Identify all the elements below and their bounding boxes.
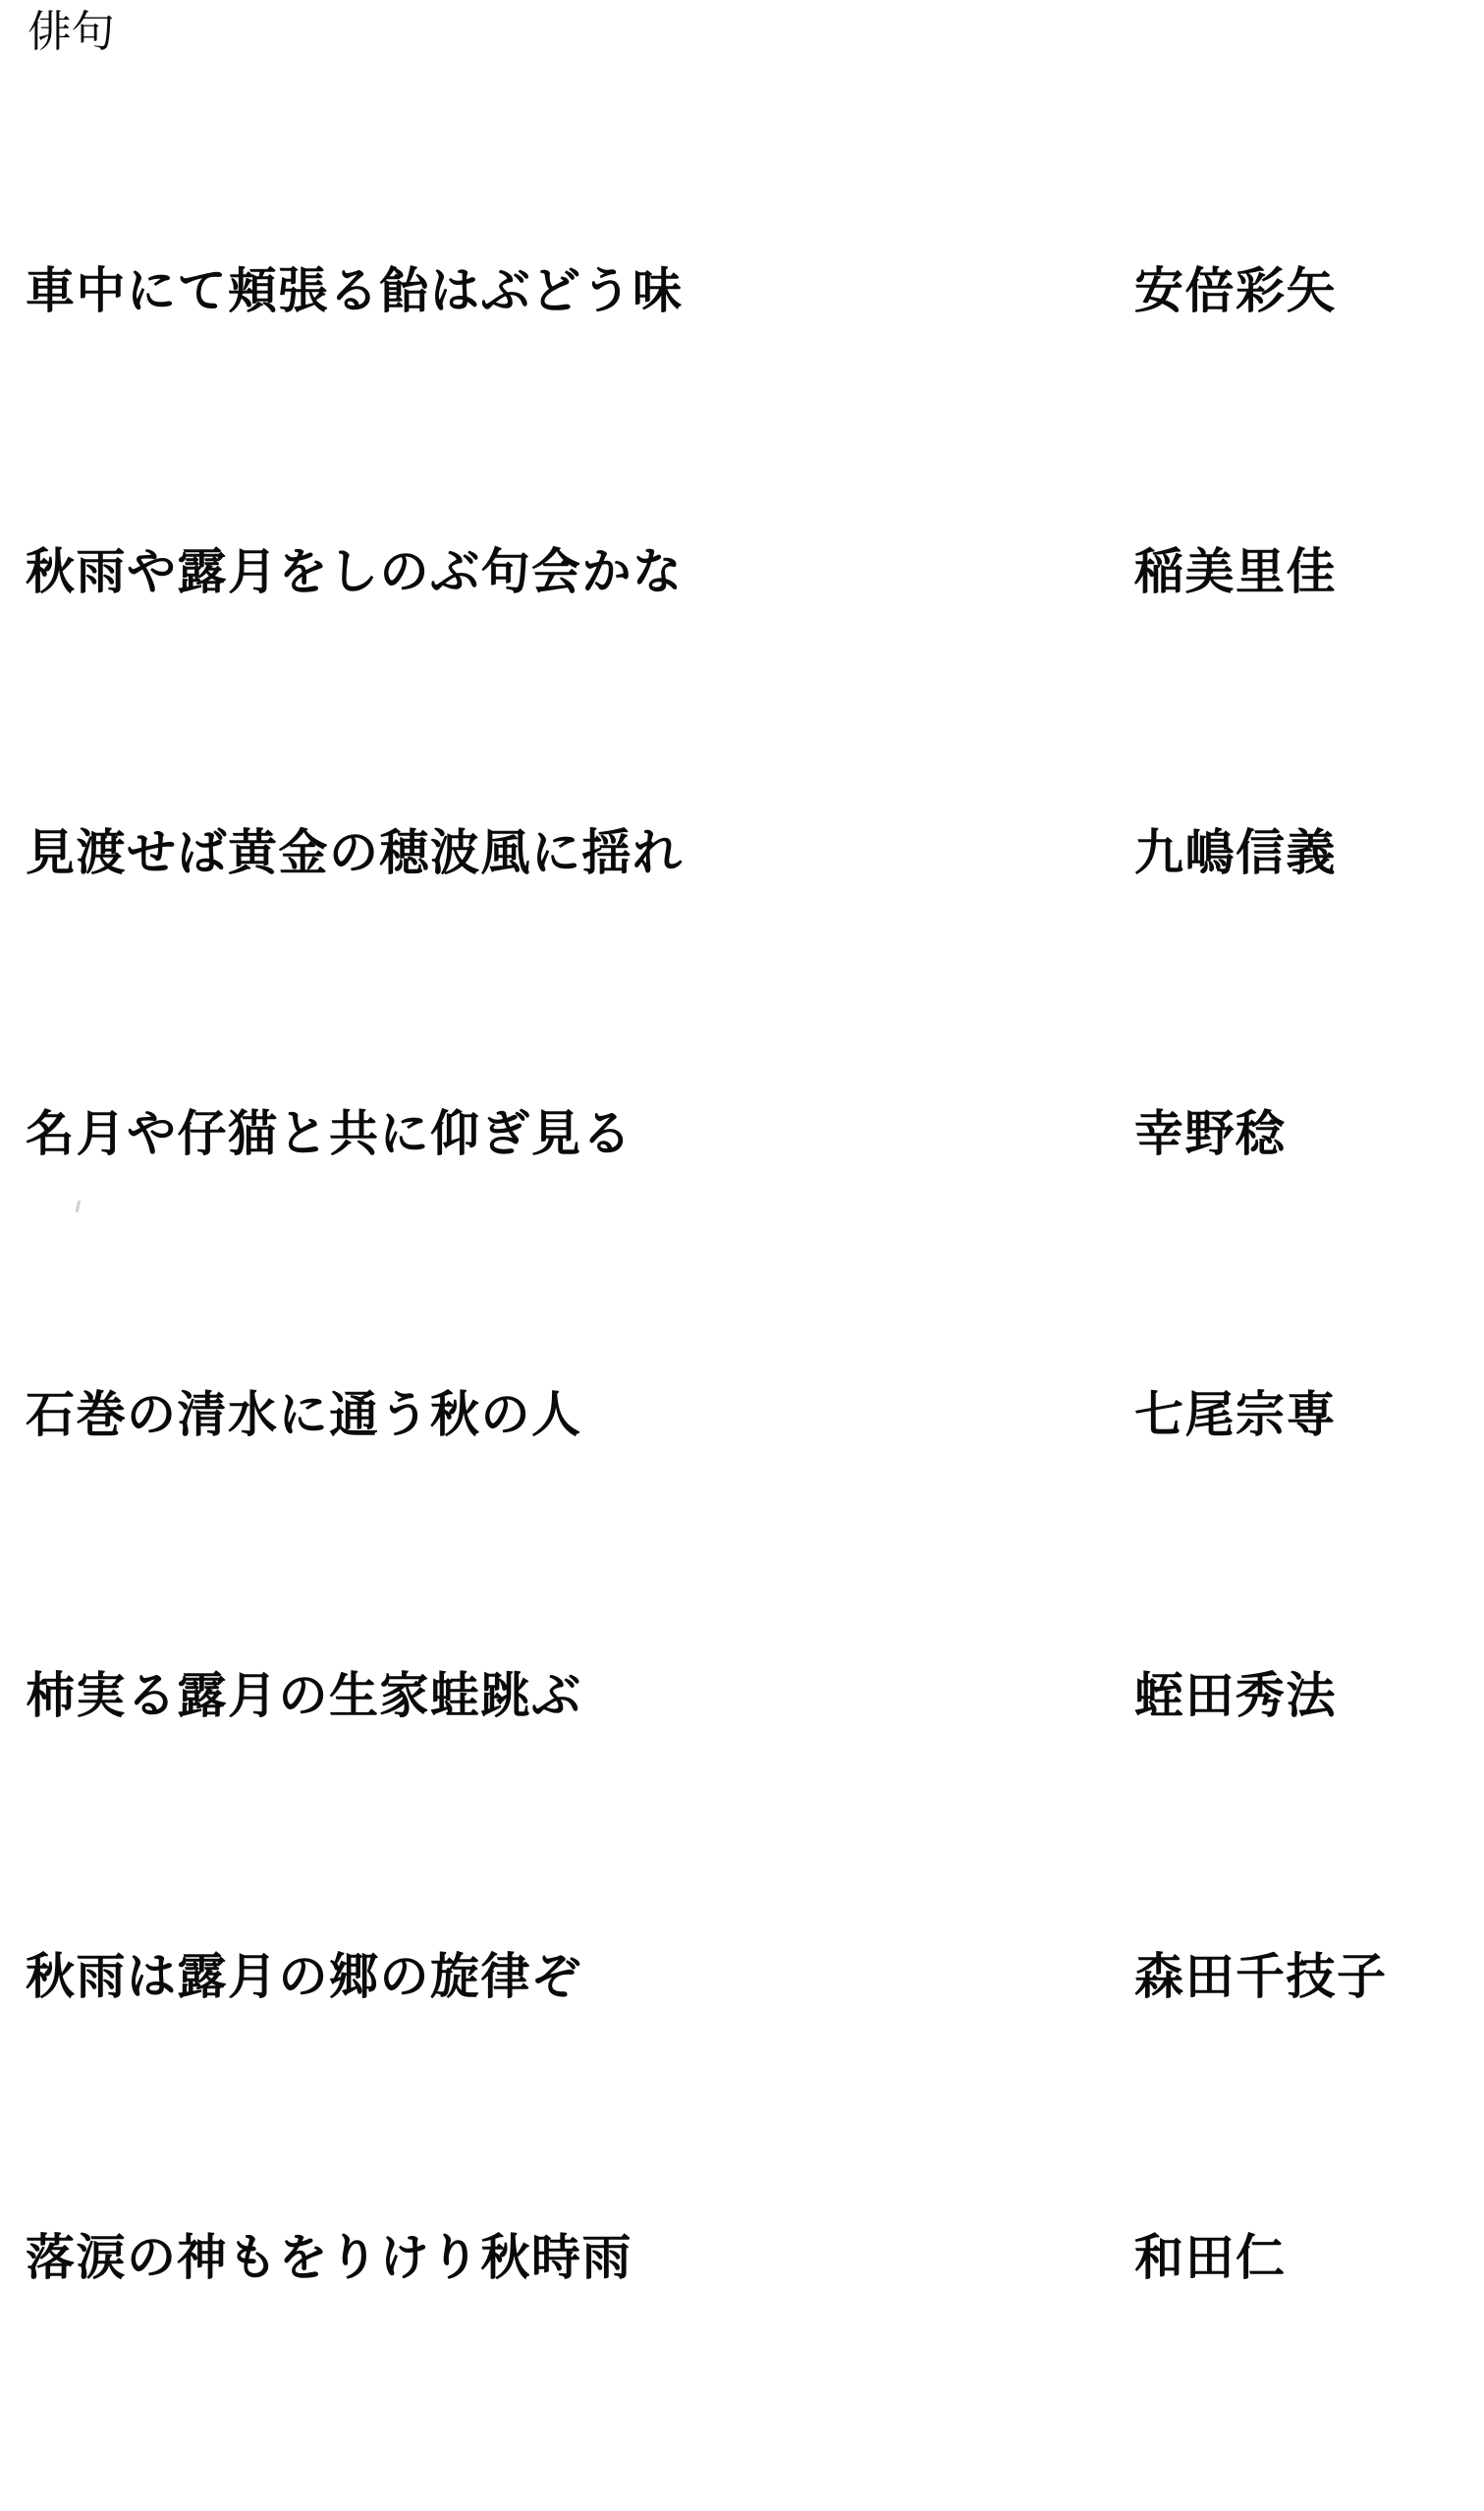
haiku-text: 落涙の神もをりけり秋時雨 bbox=[26, 2228, 632, 2286]
haiku-author: 幸野稔 bbox=[1134, 1104, 1287, 1162]
haiku-text: 柿実る露月の生家蛙跳ぶ bbox=[26, 1666, 582, 1724]
haiku-entry bbox=[0, 1949, 1484, 2230]
haiku-text: 車中にて頬張る飴はぶどう味 bbox=[26, 261, 684, 319]
haiku-entry bbox=[0, 2230, 1484, 2511]
haiku-text: 秋雨や露月をしのぶ句会かな bbox=[26, 542, 684, 600]
haiku-author: 蛭田秀法 bbox=[1134, 1666, 1337, 1724]
haiku-entry bbox=[0, 263, 1484, 544]
haiku-text: 名月や仔猫と共に仰ぎ見る bbox=[26, 1104, 632, 1162]
haiku-author: 稲美里佳 bbox=[1134, 542, 1337, 600]
haiku-text: 石巻の清水に通う秋の人 bbox=[26, 1385, 582, 1443]
haiku-text: 見渡せば黄金の穂波風に揺れ bbox=[26, 823, 684, 881]
haiku-author: 七尾宗専 bbox=[1134, 1385, 1337, 1443]
haiku-author: 九嶋信義 bbox=[1134, 823, 1337, 881]
haiku-entry bbox=[0, 544, 1484, 825]
haiku-author: 安倍彩矢 bbox=[1134, 261, 1337, 319]
haiku-list bbox=[0, 263, 1484, 2511]
haiku-entry bbox=[0, 1668, 1484, 1949]
haiku-entry bbox=[0, 1106, 1484, 1387]
haiku-text: 秋雨は露月の郷の旋律ぞ bbox=[26, 1947, 582, 2005]
haiku-author: 和田仁 bbox=[1134, 2228, 1287, 2286]
haiku-entry bbox=[0, 825, 1484, 1106]
haiku-author: 森田千技子 bbox=[1134, 1947, 1388, 2005]
page-title: 俳句 bbox=[27, 7, 115, 57]
haiku-entry bbox=[0, 1387, 1484, 1668]
